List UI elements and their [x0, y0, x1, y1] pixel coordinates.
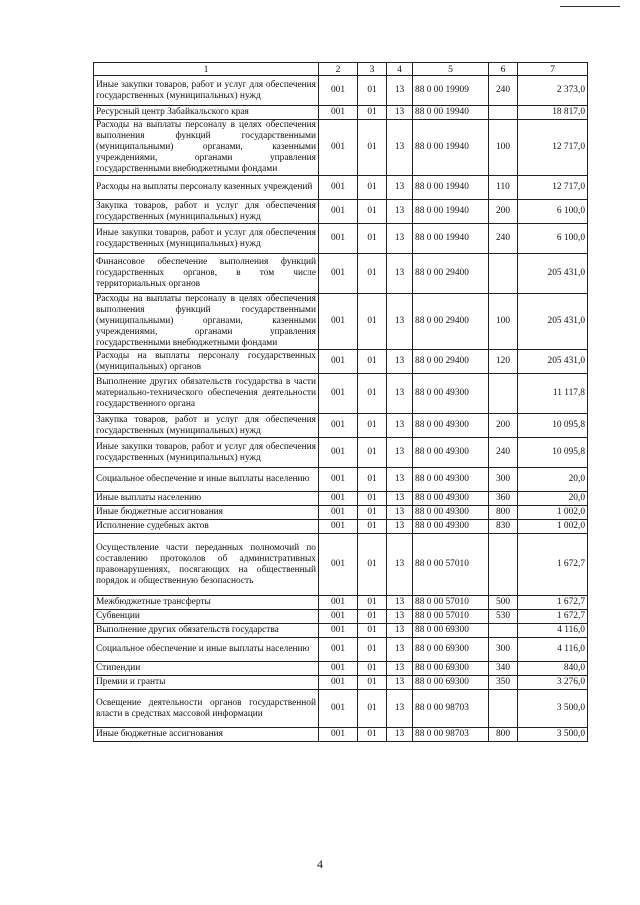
cell-description: Освещение деятельности органов государственной власти в средствах массовой информации	[94, 690, 319, 728]
cell-section: 01	[358, 176, 387, 200]
cell-amount: 1 672,7	[518, 534, 588, 596]
cell-admin-code: 001	[319, 438, 358, 468]
cell-section: 01	[358, 106, 387, 120]
cell-description: Осуществление части переданных полномочий по составлению протоколов об административных правонарушениях, посягающих на общественный порядок и общественную безопасность	[94, 534, 319, 596]
cell-target-article: 88 0 00 19940	[413, 176, 489, 200]
cell-target-article: 88 0 00 69300	[413, 638, 489, 662]
cell-admin-code: 001	[319, 350, 358, 374]
table-body	[94, 76, 588, 742]
cell-admin-code: 001	[319, 76, 358, 106]
table-row	[94, 176, 588, 200]
table-row	[94, 534, 588, 596]
cell-section: 01	[358, 294, 387, 350]
cell-expense-type	[489, 690, 518, 728]
header-cell: 5	[413, 63, 489, 76]
cell-expense-type	[489, 624, 518, 638]
cell-subsection: 13	[387, 294, 413, 350]
header-cell: 3	[358, 63, 387, 76]
cell-description: Выполнение других обязательств государства	[94, 624, 319, 638]
cell-subsection: 13	[387, 506, 413, 520]
cell-amount: 205 431,0	[518, 350, 588, 374]
cell-section: 01	[358, 492, 387, 506]
header-cell: 6	[489, 63, 518, 76]
cell-subsection: 13	[387, 520, 413, 534]
cell-expense-type: 800	[489, 728, 518, 742]
cell-description: Закупка товаров, работ и услуг для обеспечения государственных (муниципальных) нужд	[94, 200, 319, 224]
cell-description: Субвенции	[94, 610, 319, 624]
cell-admin-code: 001	[319, 294, 358, 350]
cell-section: 01	[358, 534, 387, 596]
table-row	[94, 200, 588, 224]
cell-description: Иные бюджетные ассигнования	[94, 728, 319, 742]
page-number: 4	[317, 857, 323, 871]
cell-amount: 1 672,7	[518, 610, 588, 624]
header-cell: 4	[387, 63, 413, 76]
cell-admin-code: 001	[319, 120, 358, 176]
cell-target-article: 88 0 00 29400	[413, 294, 489, 350]
cell-target-article: 88 0 00 49300	[413, 492, 489, 506]
cell-subsection: 13	[387, 438, 413, 468]
table-row	[94, 76, 588, 106]
cell-admin-code: 001	[319, 492, 358, 506]
cell-section: 01	[358, 438, 387, 468]
cell-description: Расходы на выплаты персоналу в целях обеспечения выполнения функций государственными (муниципальными) органами, казенными учреждениями, органами управления государственными внебюджетными фондами	[94, 120, 319, 176]
cell-section: 01	[358, 520, 387, 534]
table-row	[94, 374, 588, 414]
cell-target-article: 88 0 00 49300	[413, 506, 489, 520]
cell-expense-type	[489, 374, 518, 414]
cell-expense-type: 360	[489, 492, 518, 506]
cell-description: Иные закупки товаров, работ и услуг для обеспечения государственных (муниципальных) нужд	[94, 224, 319, 254]
table-row	[94, 596, 588, 610]
cell-section: 01	[358, 662, 387, 676]
cell-section: 01	[358, 374, 387, 414]
table-row	[94, 638, 588, 662]
cell-subsection: 13	[387, 224, 413, 254]
cell-amount: 18 817,0	[518, 106, 588, 120]
cell-section: 01	[358, 610, 387, 624]
cell-amount: 20,0	[518, 468, 588, 492]
cell-section: 01	[358, 350, 387, 374]
cell-description: Расходы на выплаты персоналу казенных учреждений	[94, 176, 319, 200]
cell-admin-code: 001	[319, 676, 358, 690]
cell-description: Межбюджетные трансферты	[94, 596, 319, 610]
cell-amount: 1 002,0	[518, 506, 588, 520]
cell-target-article: 88 0 00 69300	[413, 676, 489, 690]
cell-target-article: 88 0 00 69300	[413, 624, 489, 638]
cell-description: Выполнение других обязательств государства в части материально-технического обеспечения деятельности государственного органа	[94, 374, 319, 414]
cell-subsection: 13	[387, 76, 413, 106]
cell-description: Ресурсный центр Забайкальского края	[94, 106, 319, 120]
cell-subsection: 13	[387, 374, 413, 414]
table-row	[94, 690, 588, 728]
cell-description: Исполнение судебных актов	[94, 520, 319, 534]
cell-admin-code: 001	[319, 728, 358, 742]
cell-target-article: 88 0 00 98703	[413, 690, 489, 728]
cell-subsection: 13	[387, 120, 413, 176]
cell-description: Иные закупки товаров, работ и услуг для обеспечения государственных (муниципальных) нужд	[94, 76, 319, 106]
cell-subsection: 13	[387, 534, 413, 596]
table-row	[94, 106, 588, 120]
table-row	[94, 624, 588, 638]
cell-amount: 6 100,0	[518, 200, 588, 224]
cell-target-article: 88 0 00 98703	[413, 728, 489, 742]
cell-subsection: 13	[387, 468, 413, 492]
cell-description: Расходы на выплаты персоналу государственных (муниципальных) органов	[94, 350, 319, 374]
cell-amount: 3 500,0	[518, 690, 588, 728]
cell-description: Финансовое обеспечение выполнения функций государственных органов, в том числе территориальных органов	[94, 254, 319, 294]
cell-expense-type: 100	[489, 294, 518, 350]
cell-expense-type: 200	[489, 200, 518, 224]
cell-amount: 205 431,0	[518, 294, 588, 350]
cell-section: 01	[358, 676, 387, 690]
cell-amount: 20,0	[518, 492, 588, 506]
cell-description: Закупка товаров, работ и услуг для обеспечения государственных (муниципальных) нужд	[94, 414, 319, 438]
cell-amount: 11 117,8	[518, 374, 588, 414]
cell-subsection: 13	[387, 690, 413, 728]
cell-target-article: 88 0 00 57010	[413, 610, 489, 624]
cell-amount: 1 672,7	[518, 596, 588, 610]
cell-section: 01	[358, 254, 387, 294]
cell-expense-type: 240	[489, 438, 518, 468]
cell-description: Иные закупки товаров, работ и услуг для обеспечения государственных (муниципальных) нужд	[94, 438, 319, 468]
cell-subsection: 13	[387, 254, 413, 294]
cell-subsection: 13	[387, 176, 413, 200]
table-row	[94, 662, 588, 676]
cell-target-article: 88 0 00 29400	[413, 254, 489, 294]
cell-expense-type: 200	[489, 414, 518, 438]
cell-description: Премии и гранты	[94, 676, 319, 690]
cell-section: 01	[358, 468, 387, 492]
cell-amount: 205 431,0	[518, 254, 588, 294]
cell-amount: 3 276,0	[518, 676, 588, 690]
cell-section: 01	[358, 506, 387, 520]
cell-amount: 3 500,0	[518, 728, 588, 742]
cell-section: 01	[358, 224, 387, 254]
cell-target-article: 88 0 00 49300	[413, 414, 489, 438]
cell-description: Расходы на выплаты персоналу в целях обеспечения выполнения функций государственными (муниципальными) органами, казенными учреждениями, органами управления государственными внебюджетными фондами	[94, 294, 319, 350]
table-row	[94, 520, 588, 534]
header-cell: 2	[319, 63, 358, 76]
table-row	[94, 120, 588, 176]
cell-amount: 4 116,0	[518, 638, 588, 662]
table-row	[94, 350, 588, 374]
table-row	[94, 676, 588, 690]
cell-description: Иные бюджетные ассигнования	[94, 506, 319, 520]
table-row	[94, 414, 588, 438]
cell-target-article: 88 0 00 49300	[413, 468, 489, 492]
cell-amount: 840,0	[518, 662, 588, 676]
cell-admin-code: 001	[319, 176, 358, 200]
cell-section: 01	[358, 76, 387, 106]
table-row	[94, 438, 588, 468]
cell-subsection: 13	[387, 200, 413, 224]
cell-target-article: 88 0 00 57010	[413, 534, 489, 596]
table-row	[94, 610, 588, 624]
cell-amount: 10 095,8	[518, 414, 588, 438]
cell-admin-code: 001	[319, 224, 358, 254]
cell-subsection: 13	[387, 624, 413, 638]
cell-expense-type: 240	[489, 76, 518, 106]
cell-target-article: 88 0 00 19940	[413, 200, 489, 224]
cell-section: 01	[358, 728, 387, 742]
cell-subsection: 13	[387, 728, 413, 742]
cell-target-article: 88 0 00 49300	[413, 374, 489, 414]
cell-expense-type: 830	[489, 520, 518, 534]
table-row	[94, 728, 588, 742]
cell-description: Социальное обеспечение и иные выплаты населению	[94, 638, 319, 662]
cell-admin-code: 001	[319, 254, 358, 294]
cell-amount: 2 373,0	[518, 76, 588, 106]
cell-admin-code: 001	[319, 610, 358, 624]
cell-amount: 6 100,0	[518, 224, 588, 254]
cell-expense-type: 350	[489, 676, 518, 690]
cell-amount: 12 717,0	[518, 120, 588, 176]
table-row	[94, 294, 588, 350]
cell-section: 01	[358, 120, 387, 176]
table-row	[94, 468, 588, 492]
cell-amount: 4 116,0	[518, 624, 588, 638]
top-rule	[560, 6, 620, 7]
cell-target-article: 88 0 00 49300	[413, 438, 489, 468]
cell-admin-code: 001	[319, 596, 358, 610]
cell-section: 01	[358, 200, 387, 224]
cell-admin-code: 001	[319, 414, 358, 438]
cell-expense-type: 500	[489, 596, 518, 610]
cell-subsection: 13	[387, 596, 413, 610]
cell-subsection: 13	[387, 662, 413, 676]
cell-admin-code: 001	[319, 106, 358, 120]
table-row	[94, 254, 588, 294]
cell-amount: 12 717,0	[518, 176, 588, 200]
cell-section: 01	[358, 596, 387, 610]
cell-expense-type: 100	[489, 120, 518, 176]
cell-description: Социальное обеспечение и иные выплаты населению	[94, 468, 319, 492]
cell-subsection: 13	[387, 350, 413, 374]
cell-subsection: 13	[387, 414, 413, 438]
cell-expense-type: 530	[489, 610, 518, 624]
cell-target-article: 88 0 00 19940	[413, 120, 489, 176]
cell-section: 01	[358, 638, 387, 662]
cell-target-article: 88 0 00 19940	[413, 224, 489, 254]
cell-admin-code: 001	[319, 690, 358, 728]
cell-admin-code: 001	[319, 374, 358, 414]
cell-expense-type: 240	[489, 224, 518, 254]
cell-expense-type: 300	[489, 468, 518, 492]
cell-subsection: 13	[387, 676, 413, 690]
cell-target-article: 88 0 00 69300	[413, 662, 489, 676]
cell-subsection: 13	[387, 610, 413, 624]
cell-target-article: 88 0 00 19940	[413, 106, 489, 120]
cell-target-article: 88 0 00 19909	[413, 76, 489, 106]
cell-admin-code: 001	[319, 534, 358, 596]
cell-target-article: 88 0 00 49300	[413, 520, 489, 534]
cell-admin-code: 001	[319, 638, 358, 662]
cell-admin-code: 001	[319, 468, 358, 492]
cell-expense-type	[489, 534, 518, 596]
cell-section: 01	[358, 414, 387, 438]
cell-amount: 1 002,0	[518, 520, 588, 534]
table-header-row	[94, 63, 588, 76]
cell-expense-type: 300	[489, 638, 518, 662]
table-row	[94, 224, 588, 254]
cell-subsection: 13	[387, 638, 413, 662]
cell-subsection: 13	[387, 492, 413, 506]
table-row	[94, 492, 588, 506]
cell-admin-code: 001	[319, 520, 358, 534]
cell-expense-type	[489, 106, 518, 120]
budget-table	[93, 62, 588, 742]
cell-expense-type: 120	[489, 350, 518, 374]
header-cell: 7	[518, 63, 588, 76]
cell-section: 01	[358, 690, 387, 728]
cell-expense-type: 800	[489, 506, 518, 520]
cell-target-article: 88 0 00 29400	[413, 350, 489, 374]
header-cell: 1	[94, 63, 319, 76]
cell-expense-type: 110	[489, 176, 518, 200]
table-row	[94, 506, 588, 520]
cell-admin-code: 001	[319, 624, 358, 638]
cell-expense-type	[489, 254, 518, 294]
cell-amount: 10 095,8	[518, 438, 588, 468]
cell-subsection: 13	[387, 106, 413, 120]
cell-admin-code: 001	[319, 200, 358, 224]
cell-target-article: 88 0 00 57010	[413, 596, 489, 610]
cell-description: Стипендии	[94, 662, 319, 676]
cell-admin-code: 001	[319, 662, 358, 676]
cell-description: Иные выплаты населению	[94, 492, 319, 506]
cell-section: 01	[358, 624, 387, 638]
cell-expense-type: 340	[489, 662, 518, 676]
cell-admin-code: 001	[319, 506, 358, 520]
